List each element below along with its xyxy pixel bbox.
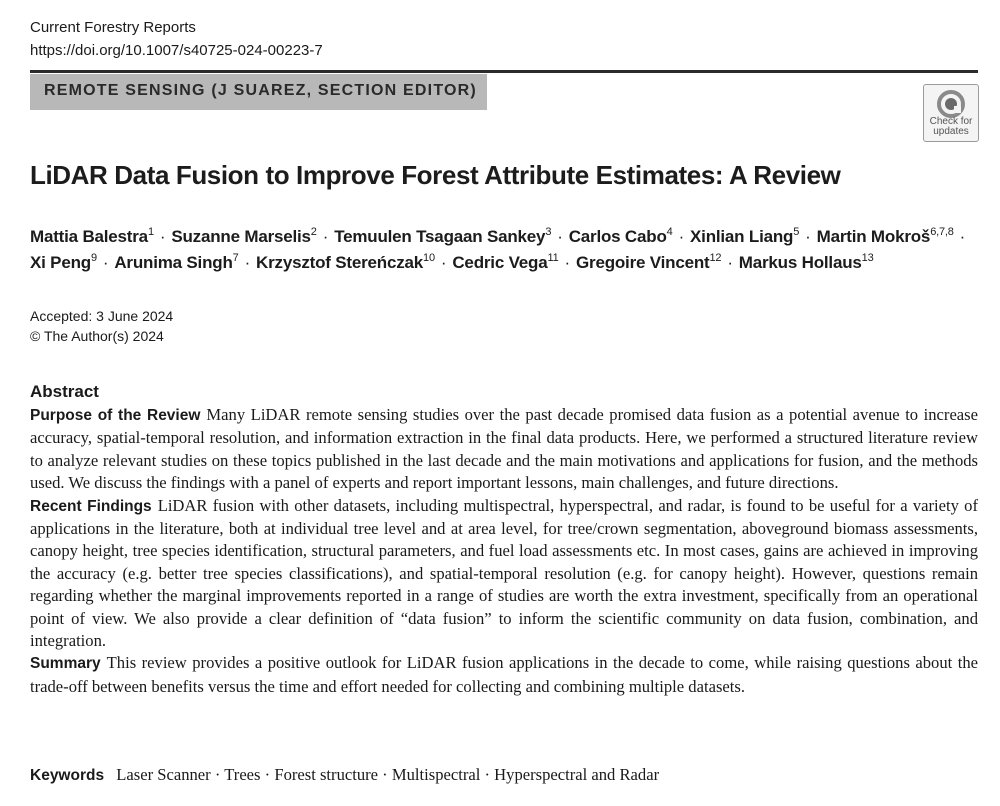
accepted-date: Accepted: 3 June 2024 (30, 308, 174, 324)
doi-link[interactable]: https://doi.org/10.1007/s40725-024-00223-7 (30, 42, 323, 59)
abstract-section (30, 495, 978, 653)
abstract-body (30, 404, 978, 698)
keyword[interactable]: Laser Scanner (116, 765, 211, 784)
abstract-heading: Abstract (30, 382, 99, 401)
header-rule (30, 70, 978, 73)
keyword[interactable]: Multispectral (391, 765, 481, 784)
check-for-updates-label (924, 117, 978, 137)
author-list (30, 224, 990, 276)
abstract-section-text: This review provides a positive outlook for LiDAR fusion applications in the decade to come, while raising questions about the trade-off between benefits versus the time and effort needed for collecting and combining multiple datasets. (30, 653, 978, 696)
section-banner (30, 74, 487, 110)
author[interactable]: Gregoire Vincent$^{12}$ (576, 252, 722, 272)
author[interactable]: Xinlian Liang$^5$ (690, 226, 800, 246)
keywords: Keywords Laser Scanner · Trees · Forest structure · Multispectral · Hyperspectral and Radar (30, 765, 660, 784)
author[interactable]: Cedric Vega$^{11}$ (452, 252, 559, 272)
abstract-section-label: Recent Findings (30, 497, 152, 515)
author[interactable]: Krzysztof Stereńczak$^{10}$ (256, 252, 435, 272)
copyright: © The Author(s) 2024 (30, 328, 164, 344)
author[interactable]: Markus Hollaus$^{13}$ (738, 252, 874, 272)
section-label: REMOTE SENSING (J SUAREZ, SECTION EDITOR) (44, 82, 477, 99)
abstract-section (30, 652, 978, 698)
check-for-updates-icon (936, 89, 966, 119)
check-for-updates-badge[interactable] (923, 84, 979, 142)
author[interactable]: Carlos Cabo$^4$ (568, 226, 673, 246)
author[interactable]: Suzanne Marselis$^2$ (171, 226, 317, 246)
abstract-section-label: Summary (30, 655, 101, 673)
check-for-updates-line1: Check for (929, 116, 973, 127)
author[interactable]: Xi Peng$^9$ (30, 252, 97, 272)
paper-title: LiDAR Data Fusion to Improve Forest Attribute Estimates: A Review (30, 160, 841, 190)
keywords-label: Keywords (30, 767, 105, 784)
check-for-updates-line2: updates (933, 126, 969, 137)
abstract-section-text: Many LiDAR remote sensing studies over the past decade promised data fusion as a potential avenue to increase accuracy, spatial-temporal resolution, and information extraction in the final data products. Here, we performed a structured literature review to analyze relevant studies on these topics published in the last decade and the main motivations and applications for fusion, and the methods used. We discuss the findings with a panel of experts and report important lessons, main challenges, and future directions. (30, 405, 978, 493)
abstract-section-label: Purpose of the Review (30, 407, 201, 424)
keyword[interactable]: Hyperspectral and Radar (494, 765, 660, 784)
author[interactable]: Martin Mokroš$^{6,7,8}$ (816, 226, 954, 246)
keyword[interactable]: Forest structure (274, 765, 379, 784)
author-line: Xi Peng$^9$ · Arunima Singh$^7$ · Krzysztof Stereńczak$^{10}$ · Cedric Vega$^{11}$ · Gregoire Vincent$^{12}$ · Markus Hollaus$^{13}$ (30, 252, 874, 272)
keyword[interactable]: Trees (224, 765, 261, 784)
author[interactable]: Mattia Balestra$^1$ (30, 226, 154, 246)
author[interactable]: Temuulen Tsagaan Sankey$^3$ (334, 226, 552, 246)
author-line: Mattia Balestra$^1$ · Suzanne Marselis$^2$ · Temuulen Tsagaan Sankey$^3$ · Carlos Cabo$^4$ · Xinlian Liang$^5$ · Martin Mokroš$^{6,7,8}$ · (30, 226, 966, 246)
author[interactable]: Arunima Singh$^7$ (114, 252, 239, 272)
abstract-section (30, 404, 978, 495)
journal-name: Current Forestry Reports (30, 19, 196, 36)
abstract-section-text: LiDAR fusion with other datasets, including multispectral, hyperspectral, and radar, is found to be useful for a variety of applications in the literature, both at individual tree level and at area level, for tree/crown segmentation, aboveground biomass assessments, canopy height, tree species identification, structural parameters, and fuel load assessments etc. In most cases, gains are achieved in improving the accuracy (e.g. better tree species classifications), and spatial-temporal resolution (e.g. for canopy height). However, questions remain regarding whether the marginal improvements reported in a range of studies are worth the extra investment, specifically from an operational point of view. We also provide a clear definition of “data fusion” to inform the scientific community on data fusion, combination, and integration. (30, 495, 978, 651)
